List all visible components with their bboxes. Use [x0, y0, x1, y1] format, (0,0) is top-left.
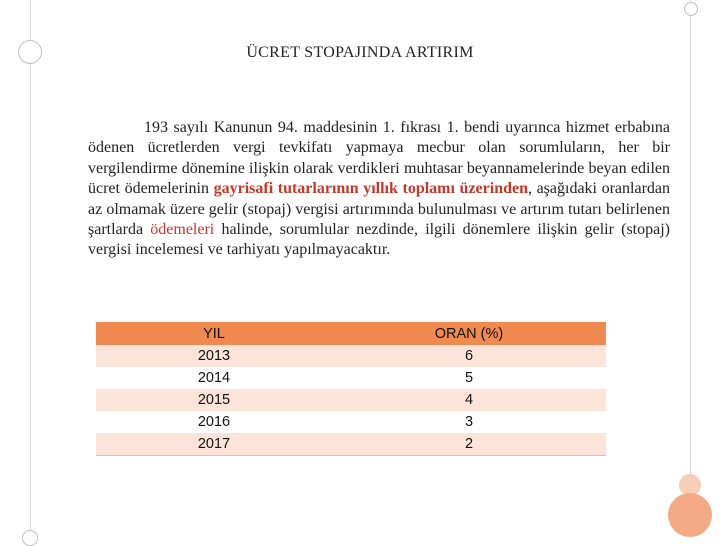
table-row: [96, 345, 606, 367]
decor-circle-top-right: [684, 2, 698, 16]
paragraph-highlight-bold: gayrisafi tutarlarının yıllık toplamı üzerinden: [213, 180, 528, 198]
decor-circle-large-orange: [668, 493, 712, 537]
decor-circle-bottom-left: [22, 530, 38, 546]
table-row: [96, 389, 606, 411]
column-header-year: YIL: [96, 322, 332, 345]
year-cell: 2015: [96, 389, 332, 411]
table-header-row: [96, 322, 606, 345]
paragraph-highlight: ödemeleri: [150, 221, 215, 239]
table-row: [96, 367, 606, 389]
rate-cell: 3: [332, 411, 606, 433]
table-row: [96, 433, 606, 456]
rate-cell: 4: [332, 389, 606, 411]
rate-table: [96, 322, 606, 456]
paragraph-text-1: 193 sayılı Kanunun 94. maddesinin 1. fıkrası 1. bendi uyarınca hizmet erbabına ödenen ücretlerden vergi tevkifatı yapmaya mecbur olan sorumluların, her bir vergilendirme dönemine ilişkin olarak verdikleri muhtasar beyannamelerinde beyan edilen ücret ödemelerinin: [88, 119, 670, 198]
right-rail-line: [690, 0, 691, 500]
year-cell: 2013: [96, 345, 332, 367]
column-header-rate: ORAN (%): [332, 322, 606, 345]
paragraph-text-2: , aşağıdaki oranlardan az olmamak üzere gelir (stopaj) vergisi artırımında bulunulması ve artırım tutarı belirlenen şartlarda: [88, 180, 671, 239]
table-row: [96, 411, 606, 433]
year-cell: 2014: [96, 367, 332, 389]
rate-cell: 2: [332, 433, 606, 456]
year-cell: 2017: [96, 433, 332, 456]
paragraph-text-3: halinde, sorumlular nezdinde, ilgili dönemlere ilişkin gelir (stopaj) vergisi incelemesi ve tarhiyatı yapılmayacaktır.: [88, 221, 670, 259]
rate-cell: 6: [332, 345, 606, 367]
slide-title: ÜCRET STOPAJINDA ARTIRIM: [246, 44, 474, 61]
rate-cell: 5: [332, 367, 606, 389]
left-rail-line: [30, 0, 31, 540]
year-cell: 2016: [96, 411, 332, 433]
body-paragraph: [88, 118, 670, 261]
